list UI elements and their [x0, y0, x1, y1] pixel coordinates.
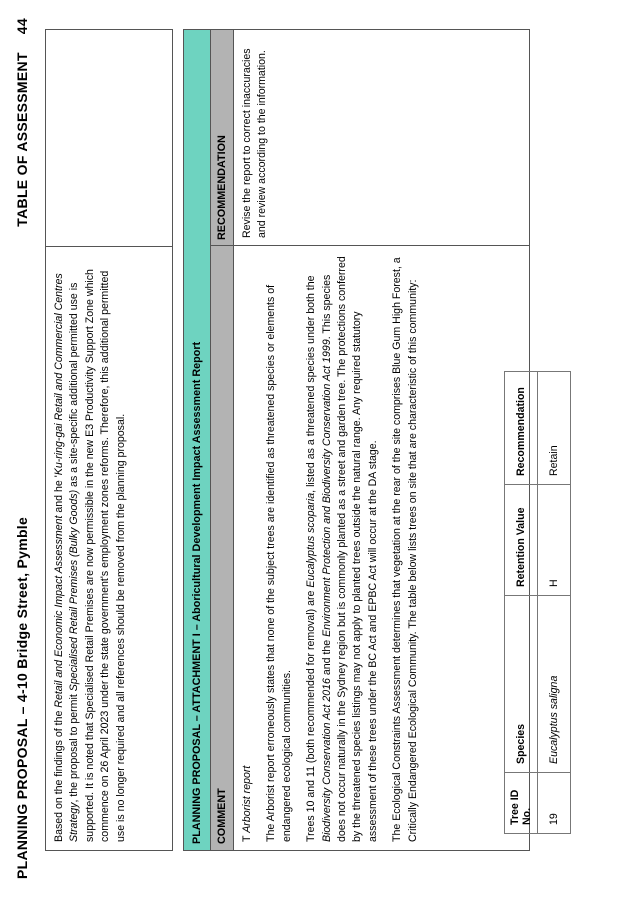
attachment-table-body: [234, 30, 560, 850]
species-cell: [538, 596, 571, 773]
species-header: Species: [505, 596, 538, 773]
retention-value-header: Retention Value: [505, 485, 538, 596]
text-run-italic: Biodiversity Conservation Act 2016: [320, 678, 333, 842]
subheading-text: Arborist report: [241, 765, 253, 833]
document-title: PLANNING PROPOSAL – 4-10 Bridge Street, Pymble: [14, 516, 30, 879]
page-number: 44: [14, 18, 30, 35]
comment-column-header: COMMENT: [216, 788, 228, 844]
recommendation-header: Recommendation: [505, 372, 538, 485]
attachment-table-title: PLANNING PROPOSAL – ATTACHMENT I – Aboricultural Development Impact Assessment Report: [184, 30, 211, 850]
text-run-italic: Retail and Economic Impact Assessment: [53, 515, 65, 708]
text-run-italic: Specialised Retail Premises (Bulky Goods): [68, 489, 81, 692]
text-run-italic: Ku-ring-gai Retail and Commercial Centres Strategy: [53, 273, 81, 842]
assessment-recommendation-cell: [46, 30, 172, 246]
text-run: Based on the findings of the: [53, 707, 65, 842]
assessment-table-top: [45, 29, 173, 851]
column-divider: [211, 245, 233, 246]
paragraph-3: The Ecological Constraints Assessment determines that vegetation at the rear of the site comprises Blue Gum High Forest, a Critically Endangered Ecological Community. The table below lists trees on site that are characteristic of this community:: [391, 257, 419, 842]
text-run: . This species does not occur naturally in the Sydney region but is commonly planted as a street and garden tree. The protections conferred by the threatened species listings may not apply to planted trees outside the natural range. Any required statutory assessment of these trees under the BC Act and EPBC Act will occur at the DA stage.: [320, 256, 379, 842]
recommendation-cell: Retain: [538, 372, 571, 485]
species-name: Eucalyptus saligna: [548, 675, 560, 764]
recommendation-column-header: RECOMMENDATION: [216, 135, 228, 240]
section-title-group: [14, 18, 30, 227]
page-header: [14, 18, 36, 879]
assessment-comment-cell: [46, 246, 172, 850]
paragraph-2: [304, 252, 381, 842]
recommendation-cell: Revise the report to correct inaccuracies and review according to the information.: [241, 48, 269, 238]
text-run: Trees 10 and 11 (both recommended for removal) are: [305, 587, 318, 842]
comment-cell: [240, 252, 430, 842]
attachment-table-header: [211, 30, 234, 850]
text-run: and he ': [53, 475, 65, 516]
text-run: as a site-specific additional permitted use is supported. It is noted that Specialised Retail Premises are now permissible in the new E3 Productivity Support Zone which commence on 26 April 2023 under the state government's employment zones reforms. Therefore, this additional permitted use is no longer required and all references should be removed from the planning proposal.: [68, 269, 127, 842]
tree-id-cell: 19: [538, 773, 571, 834]
retention-value-cell: H: [538, 485, 571, 596]
table-row: [538, 372, 571, 834]
trees-table: [504, 371, 571, 834]
paragraph-1: The Arborist report erroneously states that none of the subject trees are identified as threatened species or elements of endangered ecological communities.: [265, 284, 293, 842]
text-run: , the proposal to permit: [68, 691, 81, 803]
section-title: TABLE OF ASSESSMENT: [14, 52, 30, 227]
text-run-italic: Eucalyptus scoparia: [305, 492, 318, 588]
subheading: [240, 252, 255, 842]
text-run-italic: Environment Protection and Biodiversity Conservation Act 1999: [320, 339, 333, 637]
text-run: , listed as a threatened species under both the: [305, 275, 318, 493]
text-run: and the: [320, 636, 333, 679]
trees-table-header-row: [505, 372, 538, 834]
subheading-prefix: T: [241, 832, 253, 842]
attachment-table: [183, 29, 560, 851]
tree-id-header: Tree ID No.: [505, 773, 538, 834]
column-divider: [234, 245, 529, 246]
